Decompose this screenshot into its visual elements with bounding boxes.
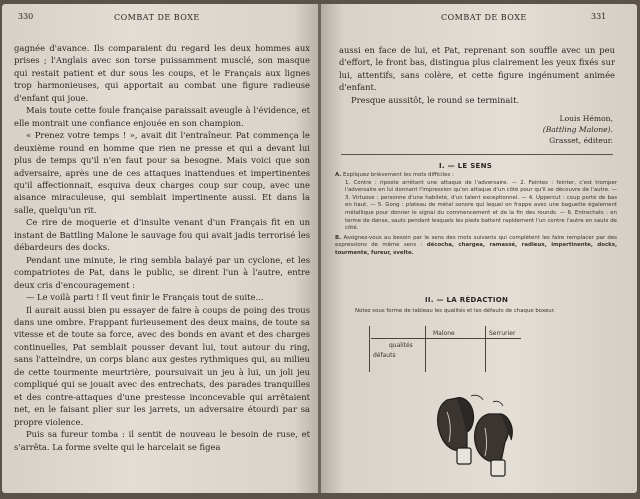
left-page-number: 330	[18, 12, 34, 21]
right-page	[321, 4, 637, 493]
left-page	[2, 4, 319, 493]
paragraph: Pendant une minute, le ring sembla balayé par un cyclone, et les compatriotes de Pat, dans le public, se dirent l'un à l'autre, entre deux cris d'encouragement :	[14, 254, 310, 290]
paragraph: gagnée d'avance. Ils comparaient du regard les deux hommes aux prises ; l'Anglais avec son torse puissamment musclé, son masque qui restait patient et dur sous les coups, et le Français aux lignes trop harmonieuses, qui apportait au combat une figure radieuse d'enfant qui joue.	[14, 43, 310, 103]
row-defauts: défauts	[373, 352, 396, 359]
col-malone: Malone	[433, 330, 455, 337]
section-title-sens: I. — LE SENS	[439, 162, 493, 170]
right-body	[339, 44, 615, 106]
paragraph: Il aurait aussi bien pu essayer de faire à coups de poing des trous dans une ombre. Frappant furieusement des deux mains, de toute sa vitesse et de toute sa force, avec des bonds en avant et des charges continuelles, Pat semblait pousser devant lui, tout autour du ring, sans l'atteindre, un corps blanc aux gestes rythmiques qui, au milieu de cette tourmente meurtrière, poursuivait un jeu à lui, un joli jeu compliqué qui se jouait avec des entrechats, des parades tranquilles et des contre-attaques d'une prestesse inconcevable qui arrêtaient net, en le faisant plier sur les jarrets, un adversaire étourdi par sa propre violence.	[14, 304, 310, 427]
left-body	[14, 42, 310, 453]
paragraph: Mais toute cette foule française paraissait aveugle à l'évidence, et elle montrait une confiance enjouée en son champion.	[14, 105, 310, 128]
signature	[441, 113, 613, 146]
divider	[341, 154, 613, 155]
right-page-number: 331	[591, 12, 607, 21]
item-label: B.	[335, 234, 342, 241]
paragraph: aussi en face de lui, et Pat, reprenant son souffle avec un peu d'effort, le front bas, distingua plus clairement les yeux fixés sur lui, attentifs, sans colère, et cette figure ingénument animée d'enfant.	[339, 45, 615, 93]
paragraph: — Le voilà parti ! Il veut finir le Français tout de suite...	[26, 292, 264, 303]
paragraph: Ce rire de moquerie et d'insulte venant d'un Français fit en un instant de Battling Malone le sauvage fou qui avait jadis terrorisé les débardeurs des docks.	[14, 217, 310, 253]
redaction-instruction: Notez sous forme de tableau les qualités et les défauts de chaque boxeur.	[355, 308, 556, 314]
item-text: Assignez-vous au besoin par le sens des mots suivants qui complètent les faire remplacer par des expressions de même sens :	[335, 234, 617, 249]
col-serrurier: Serrurier	[489, 330, 516, 337]
boxing-gloves-illustration	[433, 392, 527, 490]
notes-table	[341, 324, 531, 374]
definitions: 1. Contre : riposte arrêtant une attaque de l'adversaire. — 2. Feintes : feinter, c'est tromper l'adversaire en lui donnant l'impression qu'on attaque d'un côté pour qu'il se découvre de l'autre. — 3. Virtuose : personne d'une habileté, d'un talent exceptionnel. — 4. Uppercut : coup porté de bas en haut. — 5. Gong : plateau de métal sonore qui lequel on frappe avec une baguette également métallique pour donner le signal du commencement et de la fin des rounds. — 6. Entrechats : en terme de danse, sauts pendant lesquels les pieds battent rapidement l'un contre l'autre en sauts de côté.	[345, 179, 617, 232]
exercise-sens	[335, 172, 617, 258]
publisher: Grasset, éditeur.	[549, 136, 613, 145]
paragraph: Presque aussitôt, le round se terminait.	[351, 94, 520, 105]
item-label: A.	[335, 172, 342, 178]
source-work: (Battling Malone).	[542, 125, 613, 134]
paragraph: « Prenez votre temps ! », avait dit l'entraîneur. Pat commença le deuxième round en homme que rien ne presse et qui a devant lui plus de temps qu'il n'en faut pour sa besogne. Mais voici que son adversaire, après une de ces attaques inattendues et impertinentes qu'il affectionnait, esquiva deux charges coup sur coup, avec une aisance miraculeuse, qui semblait impertinente aussi. Et dans la salle, quelqu'un rit.	[14, 130, 310, 215]
row-qualites: qualités	[389, 342, 413, 349]
item-text: Expliquez brièvement les mots difficiles :	[343, 172, 454, 178]
word-list: décocha, chargea, ramassé, radieux, impertinente, docks, tourmente, fureur, svelte.	[335, 242, 618, 256]
section-title-redaction: II. — LA RÉDACTION	[425, 296, 509, 304]
right-running-head: COMBAT DE BOXE	[441, 13, 527, 22]
left-running-head: COMBAT DE BOXE	[114, 13, 200, 22]
paragraph: Puis sa fureur tomba : il sentit de nouveau le besoin de ruse, et s'arrêta. La forme svelte qui le harcelait se figea	[14, 429, 310, 452]
author-name: Louis Hémon,	[559, 114, 613, 123]
